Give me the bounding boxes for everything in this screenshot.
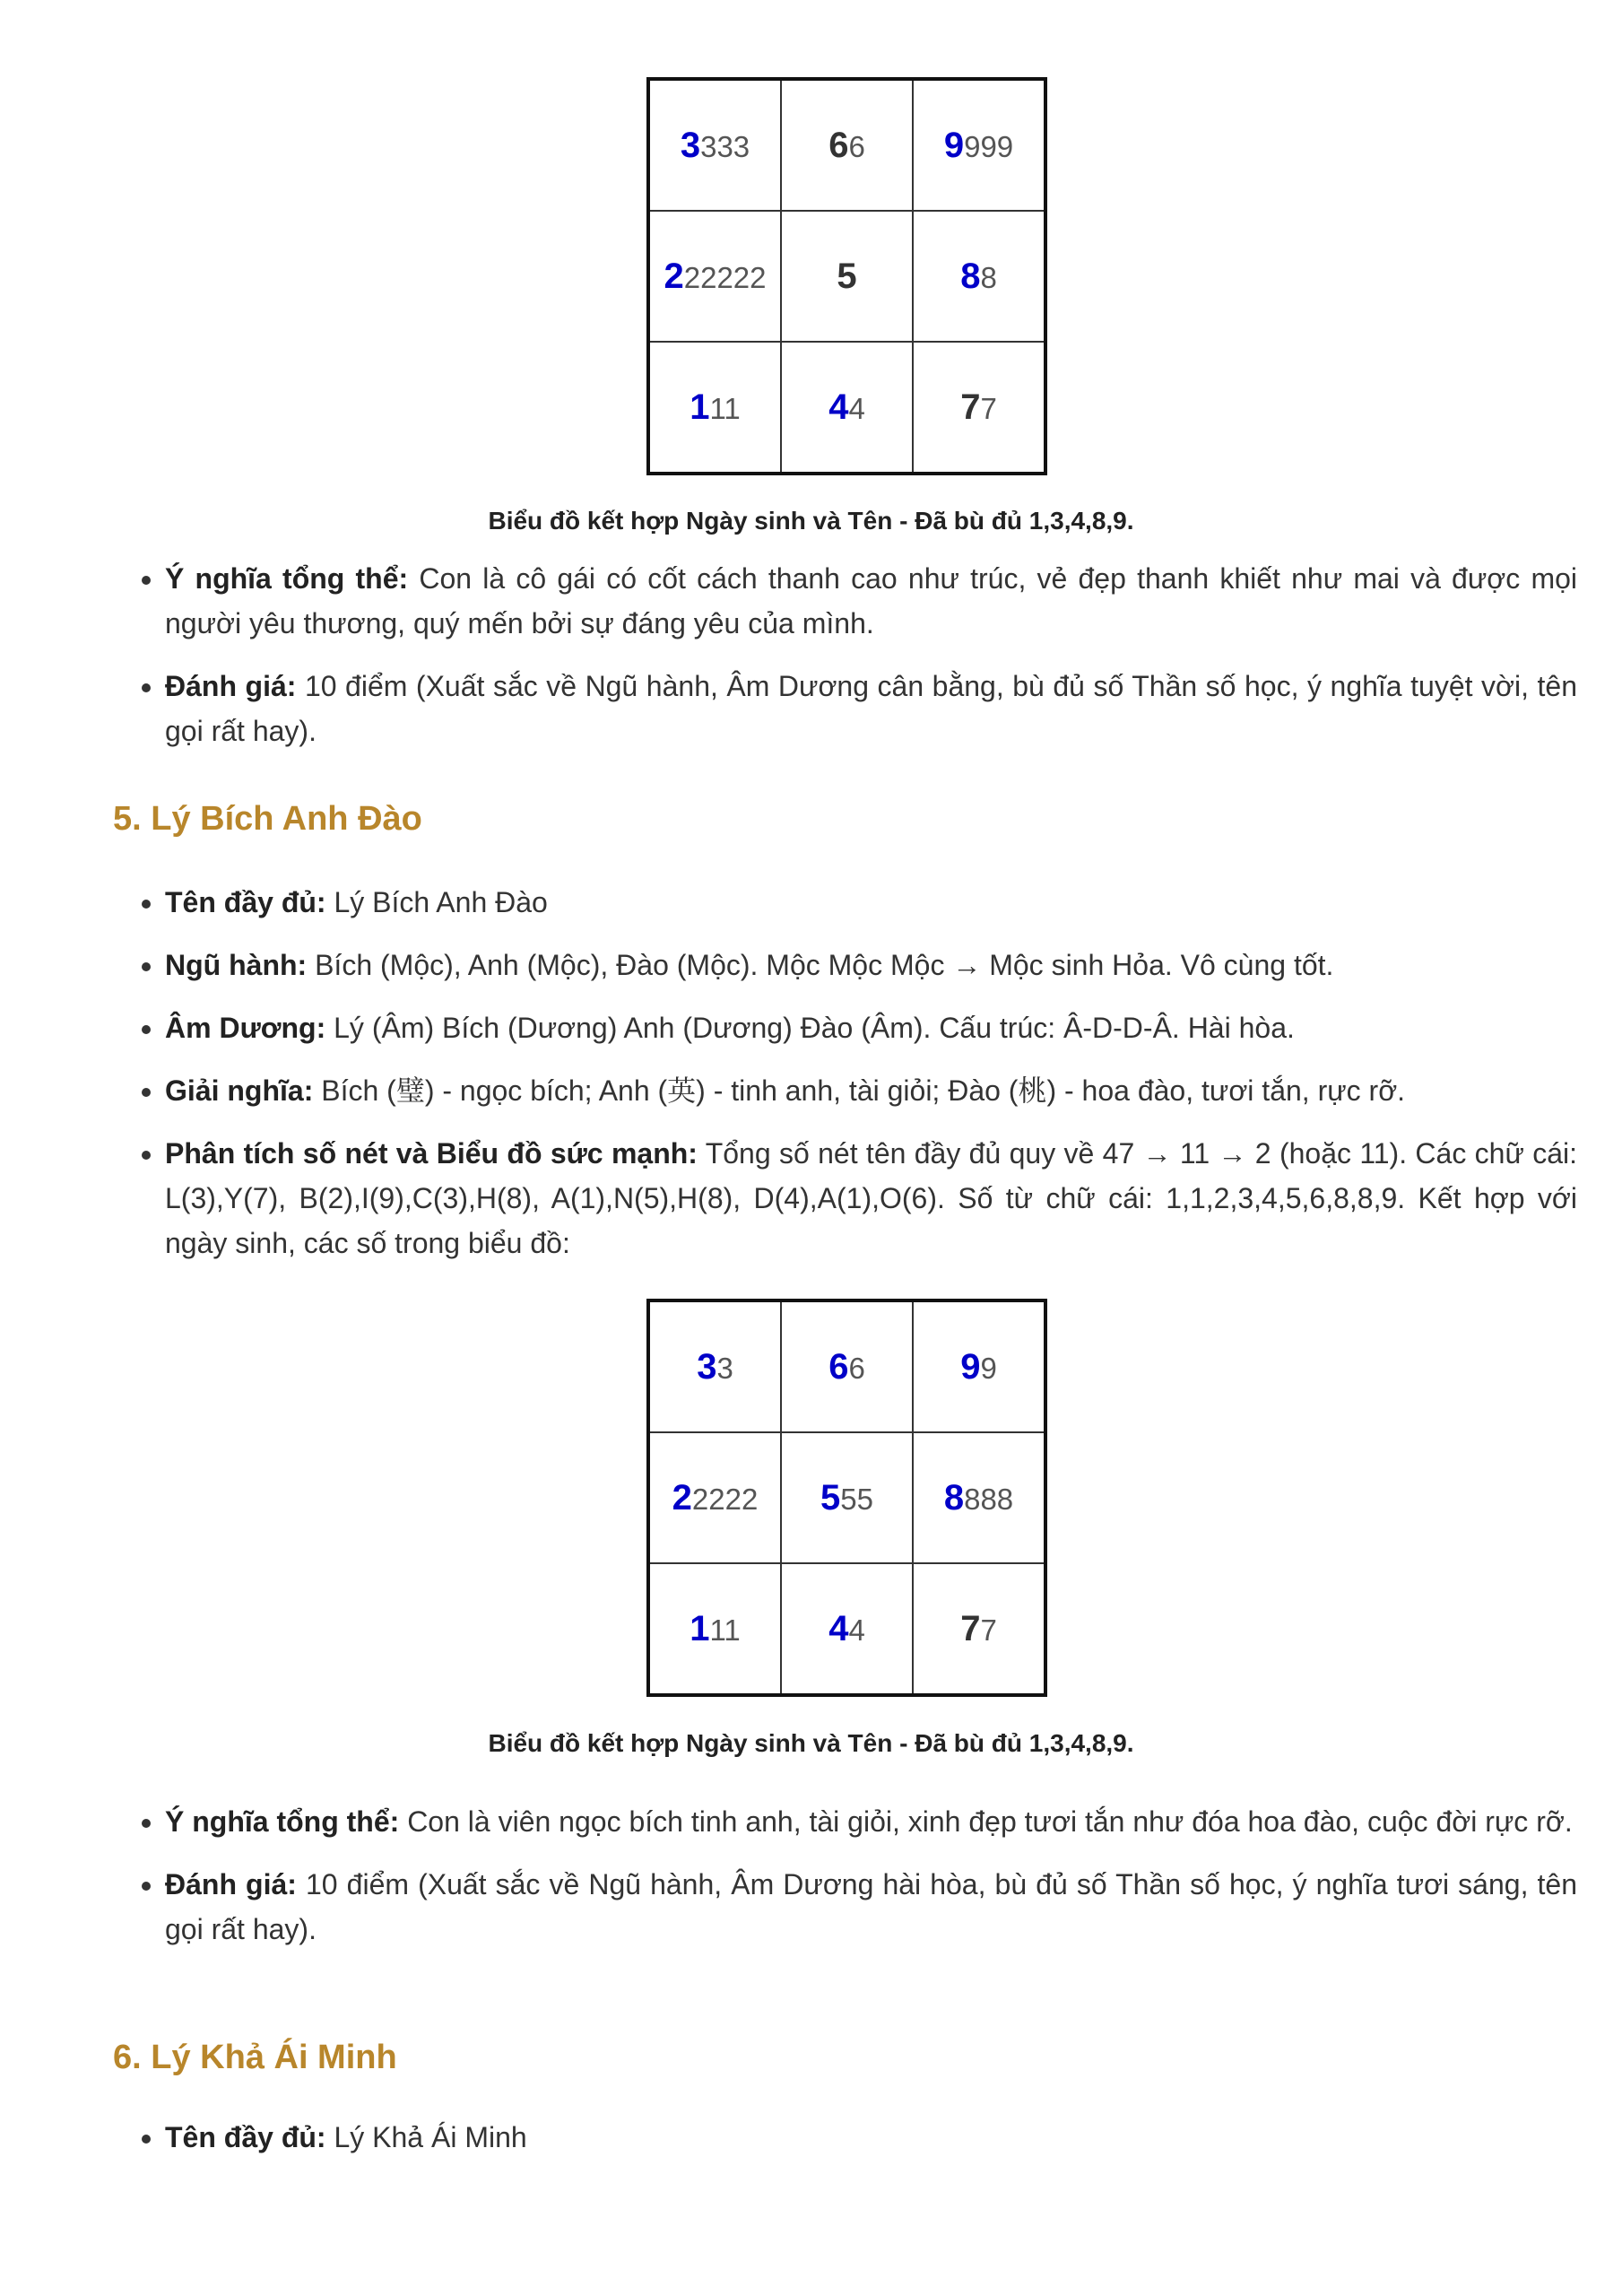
grid-cell-digit: 4 [828,1608,849,1648]
grid-cell [913,79,1045,211]
grid-cell [913,1563,1045,1695]
grid-cell-digit: 1 [690,1608,710,1648]
grid-cell [648,1563,781,1695]
grid-cell [781,1563,913,1695]
list-item: • Tên đầy đủ: Lý Bích Anh Đào [165,880,1577,925]
section-5-heading: 5. Lý Bích Anh Đào [113,800,422,838]
grid-cell-digit: 2 [672,1477,692,1518]
grid-cell-repeats: 3 [716,1351,733,1385]
grid-cell-digit: 1 [690,387,710,427]
grid-cell [781,1300,913,1432]
list-item: • Ý nghĩa tổng thể: Con là viên ngọc bích tinh anh, tài giỏi, xinh đẹp tươi tắn như đóa hoa đào, cuộc đời rực rỡ. [165,1799,1577,1844]
list-item: • Giải nghĩa: Bích (璧) - ngọc bích; Anh (英) - tinh anh, tài giỏi; Đào (桃) - hoa đào, tươi tắn, rực rỡ. [165,1068,1577,1113]
grid-cell-digit: 8 [943,1477,965,1518]
grid-cell [781,79,913,211]
grid-2-caption: Biểu đồ kết hợp Ngày sinh và Tên - Đã bù đủ 1,3,4,8,9. [488,1729,1134,1757]
grid-cell [913,211,1045,342]
grid-cell-digit: 9 [960,1346,981,1387]
grid-cell-repeats: 22222 [683,260,767,294]
grid-cell [648,342,781,474]
list-item: • Đánh giá: 10 điểm (Xuất sắc về Ngũ hành, Âm Dương hài hòa, bù đủ số Thần số học, ý nghĩa tươi sáng, tên gọi rất hay). [165,1862,1577,1952]
grid-cell-digit: 3 [697,1346,717,1387]
grid-cell [781,342,913,474]
grid-cell [913,1300,1045,1432]
grid-cell-digit: 6 [828,1346,849,1387]
section-6-heading: 6. Lý Khả Ái Minh [113,2039,397,2076]
grid-cell [648,211,781,342]
grid-cell-digit: 3 [680,125,701,165]
list-item: • Đánh giá: 10 điểm (Xuất sắc về Ngũ hành, Âm Dương cân bằng, bù đủ số Thần số học, ý nghĩa tuyệt vời, tên gọi rất hay). [165,664,1577,753]
grid-cell [648,79,781,211]
grid-cell-repeats: 11 [709,1613,741,1647]
grid-cell-digit: 9 [943,125,965,165]
grid-cell-repeats: 8 [980,260,997,294]
grid-cell-digit: 8 [960,256,981,296]
grid-cell-repeats: 4 [848,391,865,425]
grid-cell-digit: 5 [837,256,857,296]
grid-cell-digit: 4 [828,387,849,427]
grid-cell-repeats: 6 [848,129,865,163]
grid-cell-digit: 7 [960,387,981,427]
grid-cell-digit: 5 [820,1477,841,1518]
numerology-grid-2 [646,1299,1041,1697]
list-item: • Âm Dương: Lý (Âm) Bích (Dương) Anh (Dương) Đào (Âm). Cấu trúc: Â-D-D-Â. Hài hòa. [165,1005,1577,1050]
grid-cell [913,342,1045,474]
grid-cell-digit: 7 [960,1608,981,1648]
grid-cell-repeats: 888 [964,1482,1014,1516]
section-6-bullets [113,2115,1577,2178]
grid-cell-digit: 2 [664,256,684,296]
grid-cell [781,1432,913,1563]
list-item: • Tên đầy đủ: Lý Khả Ái Minh [165,2115,1577,2160]
grid-cell-digit: 6 [828,125,849,165]
grid-cell-repeats: 7 [980,391,997,425]
grid-1-caption: Biểu đồ kết hợp Ngày sinh và Tên - Đã bù đủ 1,3,4,8,9. [488,507,1134,535]
grid-cell-repeats: 7 [980,1613,997,1647]
section-5-summary-bullets [113,1799,1577,1970]
grid-cell-repeats: 11 [709,391,741,425]
grid-cell [913,1432,1045,1563]
list-item: • Ý nghĩa tổng thể: Con là cô gái có cốt cách thanh cao như trúc, vẻ đẹp thanh khiết như mai và được mọi người yêu thương, quý mến bởi sự đáng yêu của mình. [165,556,1577,646]
grid-cell-repeats: 9 [980,1351,997,1385]
grid-cell-repeats: 4 [848,1613,865,1647]
grid-cell [648,1300,781,1432]
grid-cell-repeats: 2222 [691,1482,759,1516]
grid-cell [781,211,913,342]
list-item: • Ngũ hành: Bích (Mộc), Anh (Mộc), Đào (Mộc). Mộc Mộc Mộc → Mộc sinh Hỏa. Vô cùng tốt. [165,943,1577,987]
grid-cell-repeats: 6 [848,1351,865,1385]
numerology-grid-1 [646,77,1041,475]
grid-cell [648,1432,781,1563]
grid-cell-repeats: 999 [964,129,1014,163]
list-item: • Phân tích số nét và Biểu đồ sức mạnh: Tổng số nét tên đầy đủ quy về 47 → 11 → 2 (hoặc 11). Các chữ cái: L(3),Y(7), B(2),I(9),C(3),H(8), A(1),N(5),H(8), D(4),A(1),O(6). Số từ chữ cái: 1,1,2,3,4,5,6,8,8,9. Kết hợp với ngày sinh, các số trong biểu đồ: [165,1131,1577,1265]
grid-cell-repeats: 333 [700,129,750,163]
grid-cell-repeats: 55 [840,1482,873,1516]
section-5-bullets [113,880,1577,1283]
section-4-bullets [113,556,1577,771]
